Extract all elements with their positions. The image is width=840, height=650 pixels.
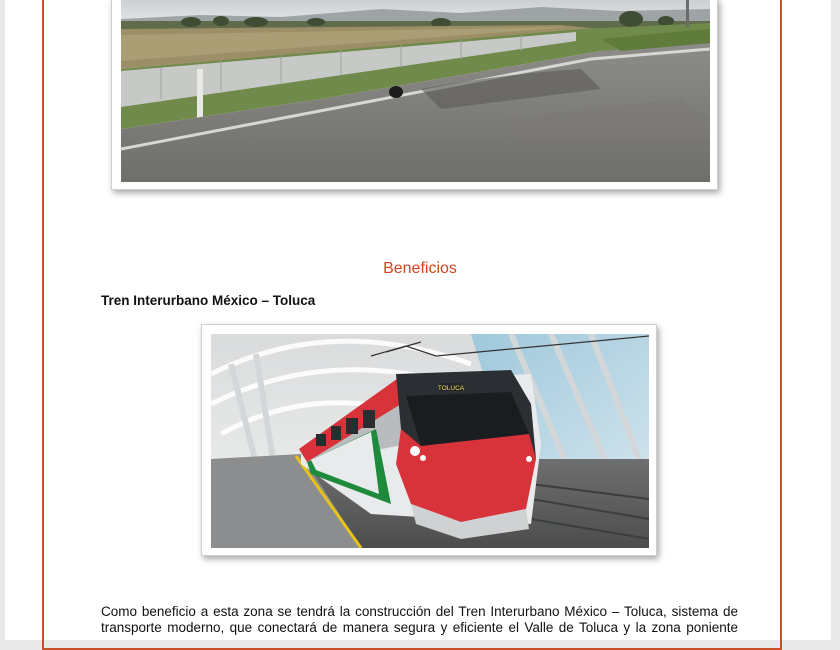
- train-photo: [201, 324, 657, 556]
- body-paragraph: [101, 604, 738, 636]
- body-line-1: Como beneficio a esta zona se tendrá la construcción del Tren Interurbano México – Toluca, sistema de: [101, 604, 738, 619]
- train-destination-sign: TOLUCA: [437, 385, 465, 392]
- body-line-2: transporte moderno, que conectará de manera segura y eficiente el Valle de Toluca y la zona poniente: [101, 620, 738, 635]
- site-photo-image: [121, 0, 710, 182]
- section-heading: Beneficios: [383, 260, 457, 277]
- train-photo-image: [211, 334, 649, 548]
- site-photo: [111, 0, 718, 190]
- section-subheading: Tren Interurbano México – Toluca: [101, 293, 316, 308]
